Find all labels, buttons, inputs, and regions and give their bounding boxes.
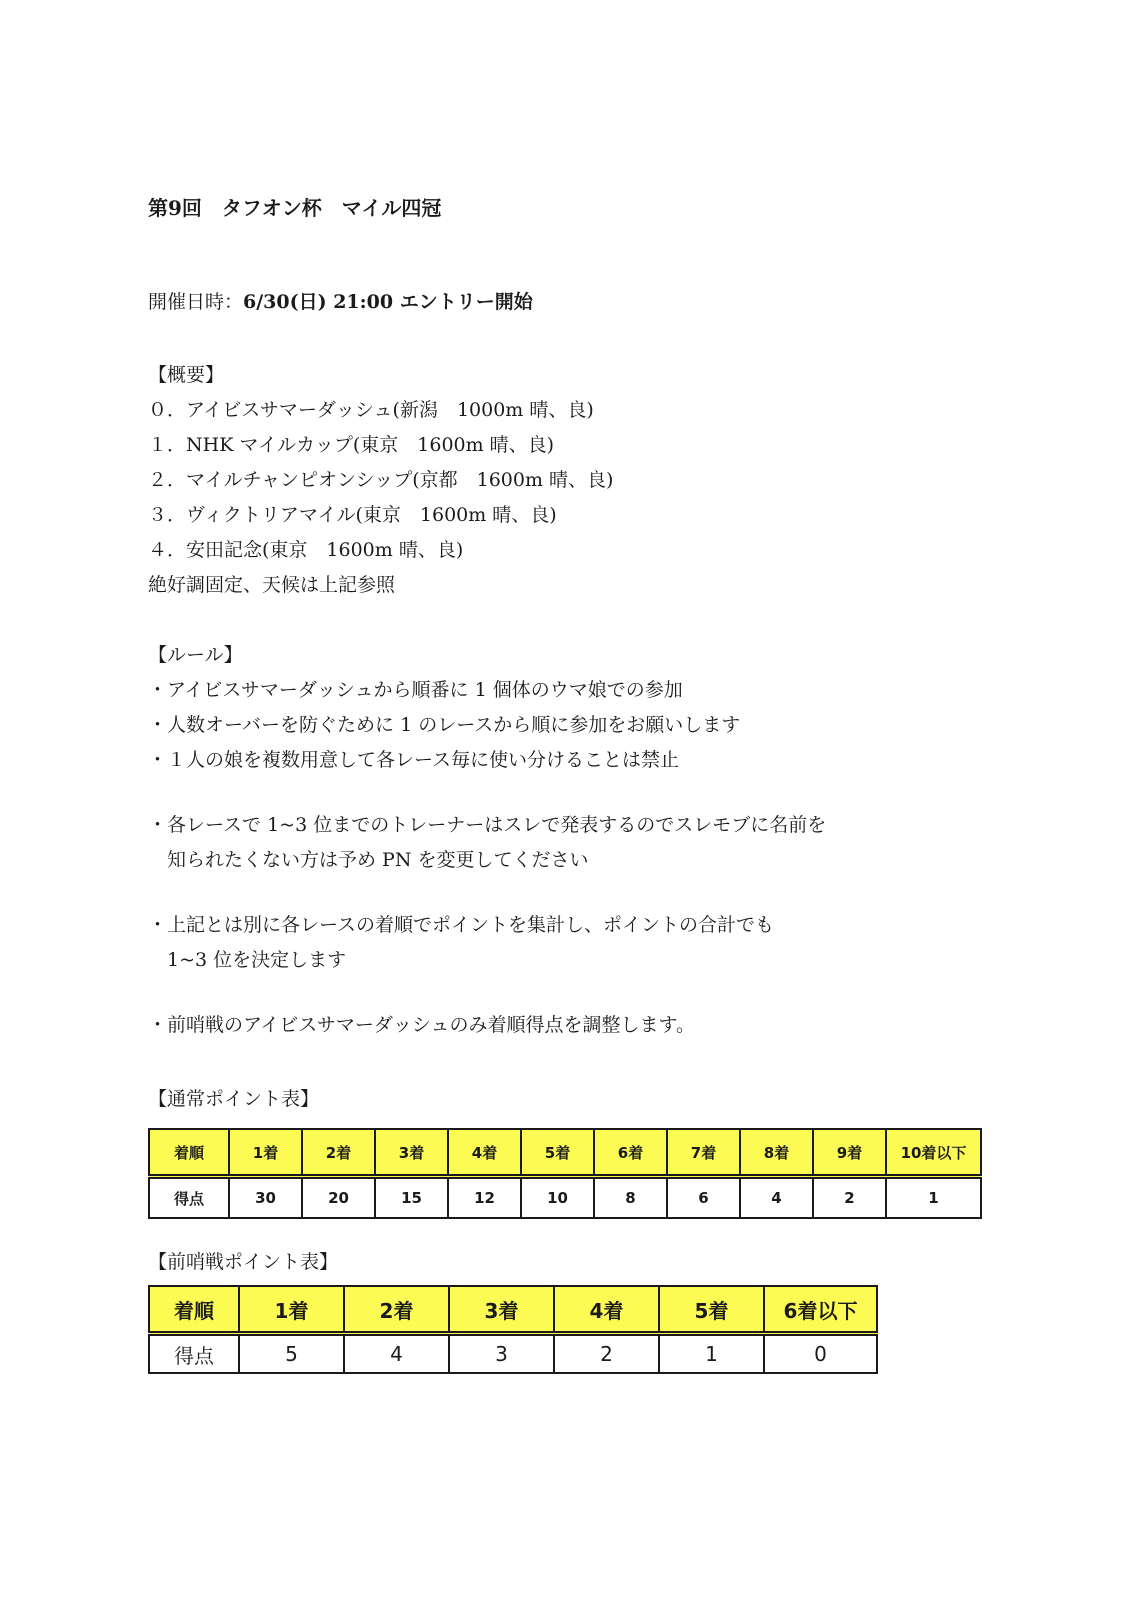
page-title: 第9回 タフオン杯 マイル四冠 <box>148 196 442 220</box>
table-header-row <box>149 1286 877 1334</box>
race-item-2: ２．マイルチャンピオンシップ(京都 1600m 晴、良) <box>148 469 614 491</box>
table-data-cell: 1 <box>659 1334 764 1374</box>
table-header-row <box>149 1129 981 1177</box>
normal-points-table <box>148 1128 982 1219</box>
table-header-cell: 9着 <box>813 1129 886 1177</box>
table-header-cell: 2着 <box>344 1286 449 1334</box>
table-data-cell: 4 <box>740 1177 813 1219</box>
event-datetime <box>148 285 984 320</box>
table-header-cell: 10着以下 <box>886 1129 981 1177</box>
table-header-cell: 7着 <box>667 1129 740 1177</box>
rules-section <box>148 638 984 778</box>
pre-points-heading: 【前哨戦ポイント表】 <box>148 1251 339 1273</box>
table-data-cell: 2 <box>813 1177 886 1219</box>
table-header-cell: 3着 <box>449 1286 554 1334</box>
table-header-cell: 着順 <box>149 1286 239 1334</box>
event-datetime-value: 6/30(日) 21:00 エントリー開始 <box>243 291 533 313</box>
table-data-cell: 10 <box>521 1177 594 1219</box>
rule-item-5-line-2: 1~3 位を決定します <box>167 949 347 971</box>
rule-item-6 <box>148 1008 984 1043</box>
table-header-cell: 3着 <box>375 1129 448 1177</box>
rule-item-5 <box>148 908 984 978</box>
table-header-cell: 5着 <box>659 1286 764 1334</box>
table-data-cell: 3 <box>449 1334 554 1374</box>
document-content <box>148 193 984 1374</box>
race-item-0: ０．アイビスサマーダッシュ(新潟 1000m 晴、良) <box>148 399 594 421</box>
rules-heading: 【ルール】 <box>148 644 243 666</box>
table-row <box>149 1177 981 1219</box>
rule-item-4 <box>148 808 984 878</box>
table-data-cell: 1 <box>886 1177 981 1219</box>
table-header-cell: 1着 <box>229 1129 302 1177</box>
table-header-cell: 8着 <box>740 1129 813 1177</box>
table-header-cell: 着順 <box>149 1129 229 1177</box>
rule-item-4-line-2: 知られたくない方は予め PN を変更してください <box>167 849 589 871</box>
table-header-cell: 6着 <box>594 1129 667 1177</box>
table-header-cell: 5着 <box>521 1129 594 1177</box>
table-row <box>149 1334 877 1374</box>
table-data-cell: 12 <box>448 1177 521 1219</box>
race-item-4: ４．安田記念(東京 1600m 晴、良) <box>148 539 464 561</box>
rule-item-5-line-1: ・上記とは別に各レースの着順でポイントを集計し、ポイントの合計でも <box>148 914 775 936</box>
rule-item-4-line-1: ・各レースで 1~3 位までのトレーナーはスレで発表するのでスレモブに名前を <box>148 814 827 836</box>
table-data-cell: 4 <box>344 1334 449 1374</box>
table-header-cell: 2着 <box>302 1129 375 1177</box>
table-data-cell: 6 <box>667 1177 740 1219</box>
table-data-cell: 得点 <box>149 1334 239 1374</box>
preliminary-points-table <box>148 1285 878 1374</box>
table-data-cell: 20 <box>302 1177 375 1219</box>
race-item-3: ３．ヴィクトリアマイル(東京 1600m 晴、良) <box>148 504 557 526</box>
table-data-cell: 2 <box>554 1334 659 1374</box>
overview-heading: 【概要】 <box>148 364 225 386</box>
table-header-cell: 4着 <box>554 1286 659 1334</box>
table-header-cell: 1着 <box>239 1286 344 1334</box>
race-item-1: １．NHK マイルカップ(東京 1600m 晴、良) <box>148 434 555 456</box>
rule-item-3: ・１人の娘を複数用意して各レース毎に使い分けることは禁止 <box>148 749 680 771</box>
table-header-cell: 4着 <box>448 1129 521 1177</box>
table-data-cell: 8 <box>594 1177 667 1219</box>
rule-item-1: ・アイビスサマーダッシュから順番に 1 個体のウマ娘での参加 <box>148 679 683 701</box>
overview-note: 絶好調固定、天候は上記参照 <box>148 574 396 596</box>
table-data-cell: 得点 <box>149 1177 229 1219</box>
normal-points-heading: 【通常ポイント表】 <box>148 1088 320 1110</box>
table-header-cell: 6着以下 <box>764 1286 877 1334</box>
event-datetime-label: 開催日時： <box>148 291 244 313</box>
rule-item-6-line-1: ・前哨戦のアイビスサマーダッシュのみ着順得点を調整します。 <box>148 1014 696 1036</box>
table-data-cell: 0 <box>764 1334 877 1374</box>
table-data-cell: 5 <box>239 1334 344 1374</box>
overview-section <box>148 358 984 603</box>
table-data-cell: 15 <box>375 1177 448 1219</box>
table-data-cell: 30 <box>229 1177 302 1219</box>
rule-item-2: ・人数オーバーを防ぐために 1 のレースから順に参加をお願いします <box>148 714 741 736</box>
